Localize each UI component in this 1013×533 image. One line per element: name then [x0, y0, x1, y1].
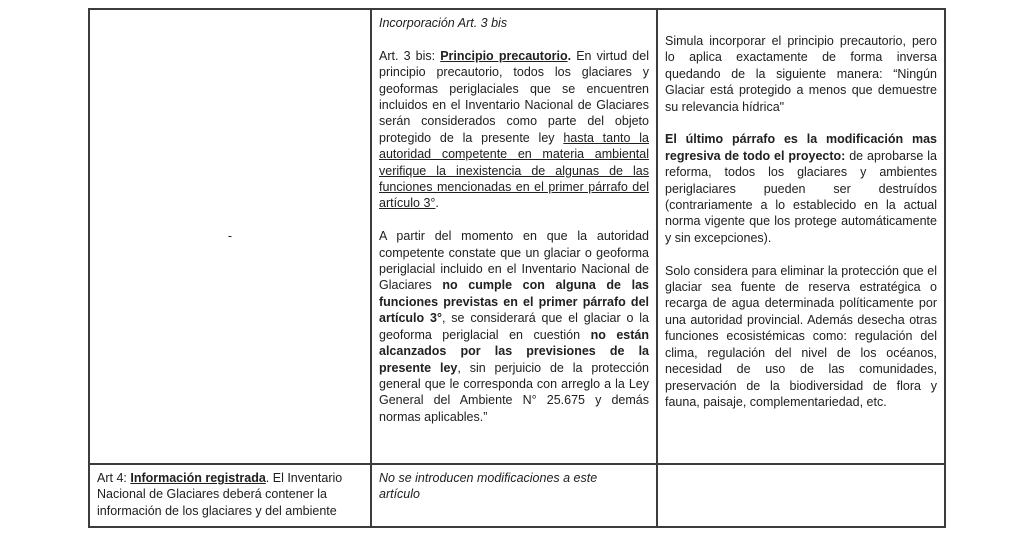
- text-run: Art. 3 bis:: [379, 48, 441, 63]
- text-run: El último párrafo es la modificación mas regresiva de todo el proyecto:: [665, 132, 937, 163]
- text-run: No se introducen modificaciones a este artículo: [379, 471, 598, 502]
- table-row: [89, 9, 945, 464]
- cell-current-law-art4: [89, 464, 371, 527]
- paragraph: [379, 470, 617, 503]
- text-run: no están alcanzados por las previsiones de la presente ley: [379, 327, 649, 375]
- text-run: hasta tanto la autoridad competente en materia ambiental verifique la inexistencia de algunas de las funciones mencionadas en el primer párrafo del artículo 3°: [379, 130, 649, 211]
- text-run: no cumple con alguna de las funciones previstas en el primer párrafo del artículo 3°: [379, 278, 649, 326]
- text-run: Incorporación Art. 3 bis: [379, 16, 508, 30]
- text-run: .: [567, 48, 572, 63]
- cell-proposed-text-art4: [371, 464, 657, 527]
- text-run: , sin perjuicio de la protección general que le corresponda con arreglo a la Ley General del Ambiente N° 25.675 y demás normas aplicables.”: [379, 360, 649, 424]
- paragraph: [665, 263, 937, 411]
- text-run: En virtud del principio precautorio, todos los glaciares y geoformas periglaciales que se encuentren incluidos en el Inventario Nacional de Glaciares serán considerados como parte del objeto protegido de la presente ley: [379, 48, 649, 145]
- text-run: Principio precautorio: [440, 48, 568, 63]
- paragraph: [97, 470, 363, 519]
- text-run: Simula incorporar el principio precautorio, pero lo aplica exactamente de forma inversa quedando de la siguiente manera: “Ningún Glaciar está protegido a menos que demuestre su relevancia hídrica": [665, 34, 937, 114]
- text-run: Información registrada: [130, 471, 266, 485]
- paragraph: [665, 33, 937, 115]
- text-run: A partir del momento en que la autoridad competente constate que un glaciar o geoforma periglacial incluido en el Inventario Nacional de Glaciares: [379, 229, 649, 293]
- text-run: .: [435, 196, 439, 211]
- paragraph: [97, 228, 363, 244]
- text-run: . El Inventario Nacional de Glaciares deberá contener la información de los glaciares y del ambiente: [97, 471, 343, 518]
- table-row: [89, 464, 945, 527]
- text-run: , se considerará que el glaciar o la geoforma periglacial en cuestión: [379, 311, 649, 342]
- paragraph: [379, 15, 649, 31]
- text-run: de aprobarse la reforma, todos los glaciares y ambientes periglaciares pueden ser destruídos (contrariamente a lo establecido en la actual norma vigente que los protege automáticamente y sin excepciones).: [665, 148, 937, 245]
- paragraph: [379, 48, 649, 212]
- cell-proposed-text-art3bis: [371, 9, 657, 464]
- text-run: Solo considera para eliminar la protección que el glaciar sea fuente de reserva estratégica o recarga de agua determinada políticamente por una autoridad provincial. Además desecha otras funciones ecosistémicas como: regulación del clima, regulación del nivel de los océanos, necesidad de uso de las comunidades, preservación de la biodiversidad de flora y fauna, paisaje, complementariedad, etc.: [665, 263, 937, 409]
- cell-current-law-art3bis: [89, 9, 371, 464]
- text-run: Art 4:: [97, 471, 131, 485]
- cell-analysis-art3bis: [657, 9, 945, 464]
- cell-analysis-art4: [657, 464, 945, 527]
- comparison-table: [88, 8, 946, 528]
- paragraph: [379, 228, 649, 425]
- text-run: -: [227, 229, 233, 244]
- paragraph: [665, 131, 937, 246]
